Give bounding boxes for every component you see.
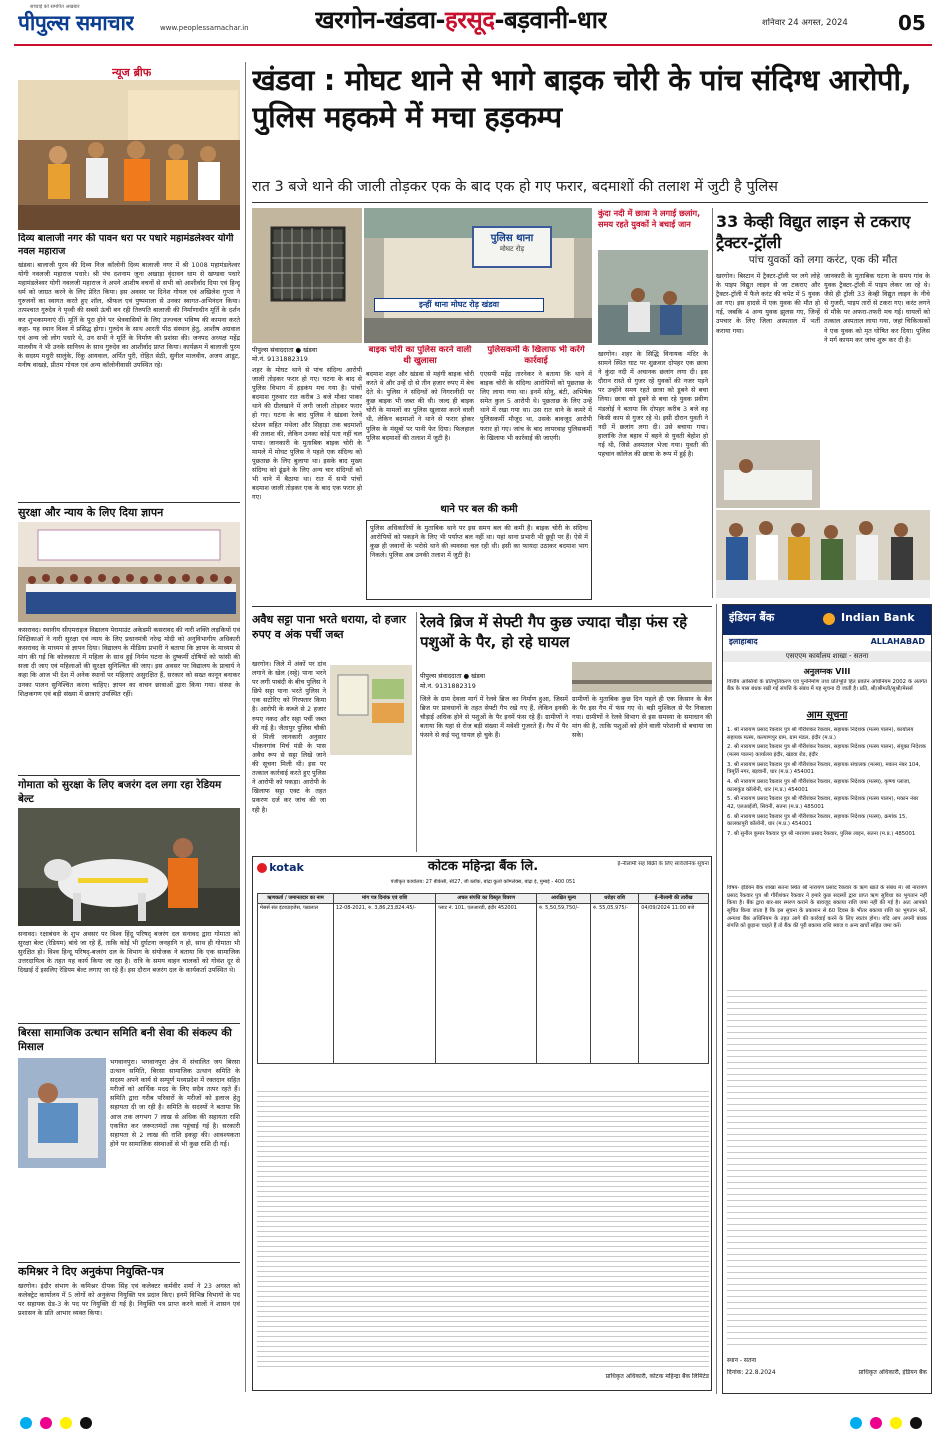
divider [18,775,240,776]
kotak-cell: मेसर्स संत इंटरप्राइजेस, पन्नालाल [258,903,334,1063]
tractor-deck: पांच युवकों को लगा करंट, एक की मौत [748,254,898,266]
lead-headline: खंडवा : मोघट थाने से भागे बाइक चोरी के पांच संदिग्ध आरोपी, पुलिस महकमे में मचा हड़कम्प [252,63,912,134]
station-board-sub: मोघट रोड़ [499,245,525,253]
news-brief-label: न्यूज ब्रीफ [112,66,152,79]
reg-dot-cyan [20,1417,32,1429]
station-board [472,226,552,268]
crowd-illustration [716,510,930,598]
river-rescue-illustration [598,250,708,345]
list-item: 2. श्री नारायण प्रसाद रैकवार पुत्र श्री गौरीशंकर रैकवार, सहायक निदेशक (मत्स्य पालन), संयुक्त निदेशक (मत्स्य पालन) कार्यालय इंदौर, खंडवा रोड, इंदौर [727,744,926,759]
kotak-footer: प्राधिकृत अधिकारी, कोटक महिन्द्रा बैंक लिमिटेड [605,1373,709,1380]
divider [252,202,928,203]
divider [18,502,240,503]
reg-dot-magenta [40,1417,52,1429]
list-item: 5. श्री नारायण प्रसाद रैकवार पुत्र श्री गौरीशंकर रैकवार, सहायक निदेशक (मत्स्य पालन), मकान नंबर 42, एलआईजी, सिवनी, सतना (म.प्र.) 485001 [727,796,919,811]
rail-byline-city: खंडवा [471,672,485,680]
station-photo-caption: इन्हीं थाना मोघट रोड़ खंडवा [374,298,544,312]
lead-body-2: बदमाश शहर और खंडवा से महंगी बाइक चोरी करते थे और उन्हें दो से तीन हजार रुपए में बेच देते थे। पुलिस ने संदिग्धों को निगरानीदी पर कुछ बाइक भी जब्त की थी। जल्द ही बाइक चोरी के मामलों का पुलिस खुलासा करने वाली थी, लेकिन बदमाशों ने थाने से फरार होकर पुलिस के मंसूबों पर पानी फेर दिया। फिलहाल पुलिस बदमाशों की तलाश में जुटी है। [366,370,474,442]
masthead-tagline: सच्चाई को समर्पित अखबार [30,4,80,10]
kotak-col-1: ऋणकर्ता / जमानतदार का नाम [258,894,334,904]
station-board-title: पुलिस थाना [490,233,534,244]
masthead-website[interactable]: www.peoplessamachar.in [160,24,249,32]
lead-box [366,503,592,603]
ib-annex: अनुलग्नक VIII [803,667,851,676]
divider [18,1262,240,1263]
kotak-col-3: अचल संपत्ति का विस्तृत विवरण [436,894,537,904]
brief2-headline: सुरक्षा और न्याय के लिए दिया ज्ञापन [18,506,164,519]
lead-byline-city: खंडवा [303,346,317,354]
reg-dot-cyan-r [850,1417,862,1429]
lead-body-3: एएसपी महेंद्र तारनेकर ने बताया कि थाने में बाइक चोरी के संदिग्ध आरोपियों को पूछताछ के लिए लाया गया था। इनमें सोनू, बंटी, अभिषेक समेत कुल 5 आरोपी थे। पूछताछ के लिए उन्हें थाने में रखा गया था। उस रात थाने के कमरे में पुलिसकर्मी मौजूद था, उसके बावजूद आरोपी फरार हो गए। जांच के बाद लापरवाह पुलिसकर्मी के खिलाफ भी कार्रवाई की जाएगी। [480,370,592,442]
rail-byline-name: पीपुल्स संवाददाता [420,672,462,680]
brief3-photo [18,808,240,926]
masthead [0,0,945,46]
list-item: 4. श्री नारायण प्रसाद रैकवार पुत्र श्री गौरीशंकर रैकवार, सहायक निदेशक (मत्स्य), कृष्णा प्लाजा, कालाकुंड कॉलोनी, धार (म.प्र.) 454001 [727,779,911,793]
lead-byline-name: पीपुल्स संवाददाता [252,346,294,354]
lead-box-title: थाने पर बल की कमी [440,504,518,515]
kotak-subtitle: पंजीकृत कार्यालय: 27 बीकेसी, सी27, जी ब्लॉक, बांद्रा कुर्ला कॉम्प्लेक्स, बांद्रा ई, मुम्बई - 400 051 [390,879,576,885]
table-row [258,903,709,1063]
brief4-photo [18,1058,106,1168]
kotak-cell: प्लाट नं. 101, एलआरडी, इंदौर 452001 [436,903,537,1063]
brief4-body: भगवानपुरा। भगवानपुरा क्षेत्र में संचालित जय बिरसा उत्थान समिति, बिरसा सामाजिक उत्थान समिति के सदस्य अपने कार्य से सम्पूर्ण मध्यप्रदेश में रक्तदान सहित मरीजों को आर्थिक मदद के लिए सदैव तत्पर रहते हैं। समिति द्वारा गरीब परिवारों के मरीजों को इलाज हेतु सहायता दी जा रही है। समिति के सदस्यों ने बताया कि आज तक लगभग 7 लाख से अधिक की सहायता राशि एकत्रित कर जरूरतमंदों तक पहुंचाई गई है। सरकारी सहायता से 2 लाख की राशि इकट्ठा की। आवश्यकता होने पर सामाजिक संस्थाओं से भी कुछ राशि दी गई। [110,1058,240,1148]
masthead-logo[interactable]: पीपुल्स समाचार [18,11,134,35]
indian-bank-notice [722,604,932,1394]
lead-sub-1: बाइक चोरी का पुलिस करने वाली थी खुलासा [368,345,472,367]
ib-allahabad [723,635,931,651]
lead-deck: रात 3 बजे थाने की जाली तोड़कर एक के बाद एक हो गए फरार, बदमाशों की तलाश में जुटी है पुलिस [252,179,778,195]
rail-photo [572,662,712,692]
brief3-body: सनावद। रक्षाबंधन के शुभ अवसर पर विश्व हिंदू परिषद् बजरंग दल सनावद द्वारा गोमाता को सुरक्षा बेल्ट (रेडियम) बांधे जा रहे हैं, ताकि कोई भी दुर्घटना जनहानि न हो, साथ ही गोमाता भी सुरक्षित हो। विश्व हिन्दू परिषद्-बजरंग दल के विभाग के संयोजक ने बताया कि एक सामाजिक उत्तरदायित्व के तहत यह कार्य किया जा रहा है। रात्रि के समय वाहन चालकों को गोवंश दूर से दिखाई दें इसलिए रेडियम बेल्ट लगाए जा रहे हैं। इस दौरान बजरंग दल के कार्यकर्ता उपस्थित थे। [18,930,240,975]
ib-place: स्थान - सतना [727,1357,757,1364]
tractor-body-2: जानकारी के मुताबिक घटना के समय गांव के युवक ट्रैक्टर-ट्रॉली में पाइप लेकर जा रहे थे। जैसे ही ट्रॉली 33 केव्ही विद्युत लाइन के नीचे से गुजरी, पाइप तारों से टकरा गए। करंट लगने से मौके पर अफरा-तफरी मच गई। घायलों को तत्काल अस्पताल लाया गया, जहां चिकित्सकों ने एक युवक को मृत घोषित कर दिया। पुलिस ने मर्ग कायम कर जांच शुरू कर दी है। [824,272,930,344]
window-grill-illustration [252,208,362,343]
page-number: 05 [898,11,926,35]
kotak-table [257,893,709,1064]
lead-photo-window [252,208,362,343]
ib-logo-icon [823,613,835,625]
list-item: 1. श्री नारायण प्रसाद रैकवार पुत्र श्री गौरीशंकर रैकवार, सहायक निदेशक (मत्स्य पालन), कार्यालय सहायक मत्स्य, कल्याणपुर ग्राम, ग्राम मंडल, इंदौर (म.प्र.) [727,727,914,741]
print-marks [0,1405,945,1445]
kotak-notice [252,856,712,1391]
tractor-body-1: खरगोन। बिस्टान में ट्रैक्टर-ट्रॉली पर लगे लोहे के पाइप विद्युत लाइन से जा टकराए और ट्रैक्टर-ट्रॉली में फैले करंट की चपेट में 5 युवक आ गए। इस हादसे में एक युवक की मौत हो गई, जबकि 4 अन्य युवक झुलस गए, जिन्हें उपचार के लिए जिला अस्पताल में भर्ती कराया गया। [716,272,820,335]
kunda-headline: कुंदा नदी में छात्रा ने लगाई छलांग, समय रहते युवकों ने बचाई जान [598,208,701,230]
kotak-cell: 04/09/2024 11:00 बजे [639,903,709,1063]
lead-byline-mobile: मो.नं. 9131882319 [252,355,308,363]
reg-dot-black-r [910,1417,922,1429]
hospital-bed-illustration [716,440,820,508]
region-part-2: हरसूद [444,6,495,34]
kotak-brand [257,861,317,879]
tractor-headline: 33 केव्ही विद्युत लाइन से टकराए ट्रैक्टर-ट्रॉली [716,212,911,252]
ib-body: वित्तीय आस्तियों के प्रतिभूतिकरण एवं पुनर्निर्माण तथा प्रतिभूति हित प्रवर्तन अधिनियम 2002 के अंतर्गत बैंक के पास बंधक रखी गई संपत्ति के संबंध में यह सूचना दी जाती है। प्रति, श्री/श्रीमती/सुश्री/मेसर्स [727,679,927,693]
ib-items [727,727,927,841]
lead-byline: पीपुल्स संवाददाता ● खंडवा [252,346,317,354]
region-part-1: खरगोन-खंडवा- [315,6,445,34]
rail-headline: रेलवे ब्रिज में सेफ्टी गैप कुछ ज्यादा चौड़ा फंस रहे पशुओं के पैर, हो रहे घायल [420,613,688,652]
cow-illustration [18,808,240,926]
kunda-body: खरगोन। शहर के सिद्धि विनायक मंदिर के सामने स्थित घाट पर शुक्रवार दोपहर एक छात्रा ने कुंदा नदी में अचानक छलांग लगा दी। इस दौरान रास्ते से गुजर रहे युवकों की नजर पड़ने पर उन्होंने समय रहते छात्रा को डूबने से बचा लिया। छात्रा को डूबने से बचा रहे युवक प्रवीण मंडलोई ने बताया कि दोपहर करीब 3 बजे वह किसी काम से गुजर रहे थे। इसी दौरान युवती ने नदी में छलांग लगा दी। उसे बचाया गया। हालांकि तेज बहाव में बहने से युवती बेहोश हो गई थी, जिसे अस्पताल भेजा गया। युवती की पहचान कॉलेज की छात्रा के रूप में हुई है। [598,350,708,459]
ib-fineprint [727,985,927,1345]
region-part-3: -बड़वानी-धार [494,6,607,34]
kotak-col-4: आरक्षित मूल्य [536,894,590,904]
tractor-photo-1 [716,440,820,508]
kunda-photo [598,250,708,345]
kotak-notice-tag: ई-नीलामी सह बिक्री के लिए सार्वजनिक सूचना [617,861,709,867]
kotak-fineprint [257,1087,709,1367]
satta-body: खरगोन। जिले में अंकों पर दांव लगाने के खेल (सट्टे) पाना भरने पर लगी पाबंदी के बीच पुलिस ने छिपे सट्टा पाना भरते पुलिस ने एक सटोरिए को गिरफ्तार किया है। आरोपी के कब्जे से 2 हजार रुपए नकद और सट्टा पर्ची जब्त की गई है। जैतापुर पुलिस चौकी से मिली जानकारी अनुसार भीकनगांव मिर्च मंडी के पास अवैध रूप से सट्टा लिखे जाने की सूचना मिली थी। इस पर तत्काल कार्रवाई करते हुए पुलिस ने आरोपी को पकड़ा। आरोपी के खिलाफ सट्टा एक्ट के तहत प्रकरण दर्ज कर जांच की जा रही है। [252,660,326,814]
ib-allahabad-en: ALLAHABAD [870,637,925,646]
kotak-cell: रु. 55,05,975/- [590,903,638,1063]
ib-brand-hi: इंडियन बैंक [729,611,775,624]
list-item: 7. श्री सुनील कुमार रैकवार पुत्र श्री नारायण प्रसाद रैकवार, पुलिस लाइन, सतना (म.प्र.) 485001 [727,831,916,838]
rail-byline-mobile: मो.नं. 9131882319 [420,682,476,690]
ib-header [723,605,931,635]
brief5-body: खरगोन। इंदौर संभाग के कमिश्नर दीपक सिंह एवं कलेक्टर कर्मवीर शर्मा ने 23 अगस्त को कलेक्ट्रेट कार्यालय में 5 लोगों को अनुकंपा नियुक्ति पत्र प्रदान किए। इनमें विभिन्न विभागों के पद पर सहायक ग्रेड-3 के पद पर नियुक्ति दी गई है। नियुक्ति पत्र प्राप्त करने वालों ने शासन एवं प्रशासन के प्रति आभार व्यक्त किया। [18,1282,240,1318]
patient-illustration [18,1058,106,1168]
left-column-divider [245,62,246,1392]
students-illustration [18,522,240,622]
ib-sign: प्राधिकृत अधिकारी, इंडियन बैंक [858,1369,927,1376]
brief5-headline: कमिश्नर ने दिए अनुकंपा नियुक्ति-पत्र [18,1265,164,1278]
brief1-photo [18,80,240,230]
ib-notice-title: आम सूचना [806,710,848,721]
tractor-photo-2 [716,510,930,598]
seized-slips-illustration [330,665,412,755]
masthead-rule [14,44,932,46]
brief4-headline: बिरसा सामाजिक उत्थान समिति बनी सेवा की संकल्प की मिसाल [18,1027,232,1054]
brief3-headline: गोमाता को सुरक्षा के लिए बजरंग दल लगा रहा रेडियम बेल्ट [18,779,222,806]
divider [252,606,712,607]
reg-dot-magenta-r [870,1417,882,1429]
reg-dot-black [80,1417,92,1429]
brief2-body: कसरावद। स्थानीय सीएमराइज विद्यालय पेरामाउंट अकेडमी कसरावद की नारी शक्ति लड़कियों एवं शिक्षिकाओं ने नारी सुरक्षा एवं न्याय के लिए प्रधानमंत्री नरेन्द्र मोदी को अनुविभागीय अधिकारी कसरावद के माध्यम से ज्ञापन दिया। विद्यालय के मीडिया प्रभारी ने बताया कि ज्ञापन के माध्यम से मांग की गई कि कोलकाता में महिला के साथ हुई निर्मम घटना के दुष्कर्मी दोषियों को फांसी की सजा दी जाए एवं महिलाओं की सुरक्षा सुनिश्चित की जाए। इस अवसर पर विद्यालय के प्राचार्य ने कहा कि आज भी देश में अनेक स्थानों पर महिलाएं असुरक्षित हैं, सरकार को सख्त कानून बनाकर उनका पालन सुनिश्चित करना चाहिए। ज्ञापन का वाचन छात्राओं द्वारा किया गया। संस्था के शिक्षकगण एवं बड़ी संख्या में छात्राएं उपस्थित रहीं। [18,626,240,698]
ib-para2: विषय- इंडियन बैंक शाखा सतना स्थित श्री नारायण प्रसाद रैकवार के ऋण खाते के संबंध में। श्री नारायण प्रसाद रैकवार पुत्र श्री गौरीशंकर रैकवार ने हमारे कुछ सदस्यों द्वारा प्राप्त ऋण सुविधा का भुगतान नहीं किया है। बैंक द्वारा बार-बार स्मरण कराने के बावजूद बकाया राशि जमा नहीं की गई है। अतः आपको सूचित किया जाता है कि इस सूचना के प्रकाशन से 60 दिवस के भीतर बकाया राशि का भुगतान करें, अन्यथा बैंक अधिनियम के तहत आगे की कार्रवाई करने के लिए स्वतंत्र होगा। यदि आप अपनी बंधक संपत्ति को छुड़ाना चाहते हैं तो बैंक की पूरी बकाया राशि ब्याज व अन्य खर्चों सहित जमा करें। [727,885,927,930]
brief1-body: खंडवा। बालाजी पुरम की दिव्य निज कॉलोनी दिव्य बालाजी नगर में श्री 1008 महामंडलेश्वर योगी नवलजी महाराज पधारे। श्री पंच दशनाम जूना अखाड़ा वृंदावन धाम से खण्डवा पधारे महामंडलेश्वर योगी नवलजी महाराज ने अपने आशीष वचनों से सभी को आशीर्वाद दिया एवं हिन्दू धर्म को जाग्रत करने के लिए प्रेरित किया। इस अवसर पर दिनेश गोयल एवं अखिलेश गुप्ता ने गुरुजनों का स्वागत करते हुए शॉल, श्रीफल एवं पुष्पमाला से उनका स्वागत-अभिनंदन किया। तत्पश्चात गुरुदेव ने पृथ्वी की सबसे ऊंची बन रही तिरुपति बालाजी की निर्माणाधीन मूर्ति के दर्शन कर शुभकामनाएं दीं। मूर्ति के पूरा होने पर श्रेत्रवासियों के लिए उज्ज्वल भविष्य की कामना करते कहा- यह स्थान विश्व में प्रसिद्ध होगा। गुरुदेव के साथ आरती पीठ संस्थान हेतु, आशीष अग्रवाल एवं अन्य जो लोग पधारे थे, उन सभी ने मूर्ति के निर्माण की प्रशंसा की। जनपद अध्यक्ष महेंद्र मालवीय ने भी उनके सानिध्य के साथ गुरुदेव का आशीर्वाद प्राप्त किया। कार्यक्रम में बालाजी पुरम के सदस्य मधुरी सालुंके, रिंकू आयवाल, अर्पित पुरी, रोहित सेठी, सुनील मालवीय, अजय आडूट, मनीष वाखड़े, प्रीतम गोयल एवं अन्य कॉलोनीवासी उपस्थित रहे। [18,261,240,370]
satta-headline: अवैध सट्टा पाना भरते धराया, दो हजार रुपए व अंक पर्ची जब्त [252,613,407,642]
divider [18,1023,240,1024]
list-item: 6. श्री नारायण प्रसाद रैकवार पुत्र श्री गौरीशंकर रैकवार, सहायक निदेशक (मत्स्य), क्रमांक 15, कालकापुरी कॉलोनी, धार (म.प्र.) 454001 [727,813,908,828]
kotak-cell: 12-08-2021, रु. 3,86,23,824.45/- [333,903,435,1063]
kotak-logo-icon [257,863,267,873]
lead-photo-station [364,208,592,343]
ib-date: दिनांक: 22.8.2024 [727,1369,776,1376]
kotak-col-6: ई-नीलामी की तारीख [639,894,709,904]
divider [716,604,717,1394]
ib-branch: एसएएम कार्यालय शाखा - सतना [723,651,931,662]
ib-brand-en: Indian Bank [841,611,915,624]
kotak-table-wrap [257,893,709,1064]
rail-byline: पीपुल्स संवाददाता ● खंडवा [420,672,485,680]
reg-dot-yellow [60,1417,72,1429]
rail-body-1: जिले के ग्राम देवला मार्ग में रेलवे ब्रिज का निर्माण हुआ, जिसमें ब्रिज पर प्रावधानों के तहत सेफ्टी गैप रखे गए हैं, लेकिन इनकी चौड़ाई अधिक होने से पशुओं के पैर इनमें फंस रहे हैं। ग्रामीणों ने बताया कि यहां से रोज बड़ी संख्या में मवेशी गुजरते हैं। गैप में पैर फंसने से कई पशु घायल हो चुके हैं। [420,695,568,740]
lead-sub-2: पुलिसकर्मी के खिलाफ भी करेंगे कार्रवाई [487,345,585,367]
reg-dot-yellow-r [890,1417,902,1429]
lead-box-body: पुलिस अधिकारियों के मुताबिक थाने पर इस समय बल की कमी है। बाइक चोरी के संदिग्ध आरोपियों को पकड़ने के लिए भी पर्याप्त बल नहीं था। यहां थाना प्रभारी भी छुट्टी पर हैं। ऐसे में कुछ ही जवानों के भरोसे थाने की व्यवस्था चल रही थी। इसी का फायदा उठाकर बदमाश भाग निकले। पुलिस अब उनकी तलाश में जुटी है। [366,520,592,600]
masthead-regions [315,5,607,36]
rail-body-2: ग्रामीणों के मुताबिक कुछ दिन पहले ही एक किसान के बैल के पैर इस गैप में फंस गए थे। बड़ी मुश्किल से पैर निकाला गया। ग्रामीणों ने रेलवे विभाग से इस समस्या के समाधान की मांग की है, ताकि पशुओं को होने वाली परेशानी से बचाया जा सके। [572,695,712,740]
lead-body-1: शहर के मोघट थाने से पांच संदिग्ध आरोपी जाली तोड़कर फरार हो गए। घटना के बाद से पुलिस विभाग में हड़कंप मच गया है। पांचों बदमाश गुरुवार रात करीब 3 बजे मौका पाकर थाने की ग्रीलखाने में लगी जाली तोड़कर फरार हो गए। घटना के बाद पुलिस ने खंडवा रेलवे स्टेशन सहित मथेला और सिहाड़ा तक बदमाशों की तलाश की, लेकिन उनका कोई पता नहीं चल पाया। जानकारी के मुताबिक बाइक चोरी के मामले में मोघट पुलिस ने पहले एक संदिग्ध को पूछताछ के लिए बुलाया था। इसके बाद मुख्य संदिग्ध को ढूंढने के लिए अन्य चार संदिग्धों को भी थाने में बैठाया था। रात में सभी पांचों बदमाश जाली तोड़कर एक के बाद एक फरार हो गए। [252,366,362,502]
brief2-photo [18,522,240,622]
stage-illustration [18,80,240,230]
bridge-illustration [572,662,712,692]
divider [416,612,417,852]
list-item: 3. श्री नारायण प्रसाद रैकवार पुत्र श्री गौरीशंकर रैकवार, सहायक संचालक (मत्स्य), मकान नंबर 104, त्रिमूर्ति नगर, बड़वानी, धार (म.प्र.) 454001 [727,761,921,776]
kotak-cell: रु. 5,50,59,750/- [536,903,590,1063]
brief1-headline: दिव्य बालाजी नगर की पावन धरा पर पधारे महामंडलेश्वर योगी नवल महाराज [18,233,234,257]
kotak-brand-text: kotak [269,861,304,874]
divider [712,208,713,598]
satta-photo [330,665,412,755]
masthead-date: शनिवार 24 अगस्त, 2024 [762,18,848,28]
kotak-title: कोटक महिन्द्रा बैंक लि. [427,859,539,874]
kotak-col-2: मांग पत्र दिनांक एवं राशि [333,894,435,904]
kotak-col-5: धरोहर राशि [590,894,638,904]
ib-allahabad-hi: इलाहाबाद [729,637,758,646]
